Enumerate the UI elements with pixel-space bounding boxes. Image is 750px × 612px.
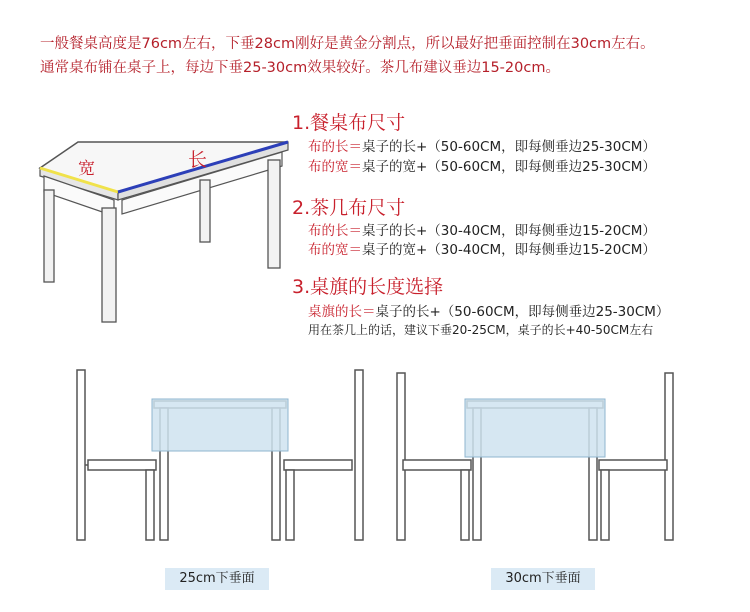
scene-25cm bbox=[70, 365, 370, 549]
section-2-row-1 bbox=[308, 219, 656, 239]
length-label: 长 bbox=[188, 149, 208, 171]
section-1-row-2 bbox=[308, 155, 656, 175]
caption-25cm: 25cm下垂面 bbox=[165, 568, 269, 590]
row-text: 桌子的宽+（50-60CM，即每侧垂边25-30CM） bbox=[362, 159, 656, 175]
row-text: 桌子的长+（50-60CM，即每侧垂边25-30CM） bbox=[362, 139, 656, 155]
row-label: 布的宽＝ bbox=[308, 242, 362, 258]
intro-line-1: 一般餐桌高度是76cm左右，下垂28cm刚好是黄金分割点，所以最好把垂面控制在30cm左右。 bbox=[40, 36, 655, 52]
caption-30cm: 30cm下垂面 bbox=[491, 568, 595, 590]
section-3-note: 用在茶几上的话，建议下垂20-25CM，桌子的长+40-50CM左右 bbox=[308, 323, 654, 337]
section-1-title: 1.餐桌布尺寸 bbox=[292, 112, 406, 134]
row-text: 桌子的宽+（30-40CM，即每侧垂边15-20CM） bbox=[362, 242, 656, 258]
tablecloth bbox=[152, 399, 288, 451]
width-label: 宽 bbox=[78, 159, 95, 179]
tablecloth bbox=[465, 399, 605, 457]
row-text: 桌子的长+（50-60CM，即每侧垂边25-30CM） bbox=[375, 304, 670, 320]
row-label: 桌旗的长＝ bbox=[308, 304, 376, 320]
section-3-title: 3.桌旗的长度选择 bbox=[292, 276, 444, 298]
section-3-row-1 bbox=[308, 300, 669, 320]
table-diagram bbox=[30, 130, 295, 334]
section-2-row-2 bbox=[308, 238, 656, 258]
row-label: 布的宽＝ bbox=[308, 159, 362, 175]
section-1-row-1 bbox=[308, 135, 656, 155]
row-text: 桌子的长+（30-40CM，即每侧垂边15-20CM） bbox=[362, 223, 656, 239]
intro-line-2: 通常桌布铺在桌子上，每边下垂25-30cm效果较好。茶几布建议垂边15-20cm。 bbox=[40, 60, 560, 76]
row-label: 布的长＝ bbox=[308, 223, 362, 239]
row-label: 布的长＝ bbox=[308, 139, 362, 155]
section-2-title: 2.茶几布尺寸 bbox=[292, 197, 406, 219]
scene-30cm bbox=[395, 365, 685, 549]
